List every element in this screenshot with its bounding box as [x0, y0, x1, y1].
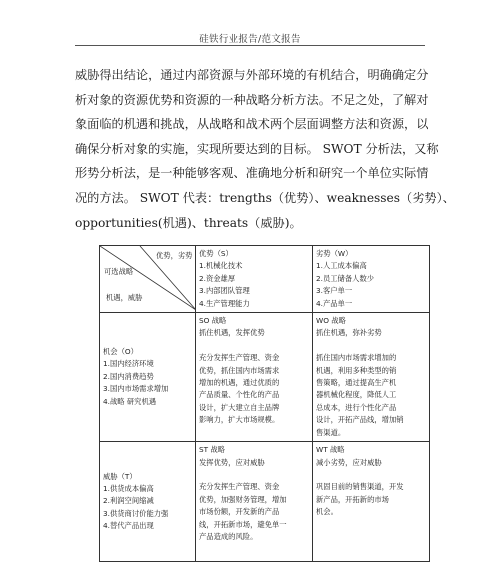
cell-text-line: 充分发挥生产管理、资金: [199, 482, 280, 492]
corner-label-strategy: 可选战略: [104, 267, 134, 276]
so-subtitle: 抓住机遇，发挥优势: [199, 328, 265, 338]
st-subtitle: 发挥优势，应对威胁: [199, 457, 265, 467]
page-header: 硅铁行业报告/范文报告: [199, 34, 301, 45]
list-item: 4.生产管理能力: [199, 298, 250, 308]
st-strategy-cell: [196, 442, 313, 562]
wt-subtitle: 减小劣势，应对威胁: [316, 457, 382, 467]
so-strategy-cell: [196, 313, 313, 442]
cell-text-line: 机遇，利用多种类型的销: [316, 365, 397, 375]
corner-label-ot: 机遇，威胁: [106, 293, 143, 302]
list-item: 2.国内消费趋势: [103, 371, 154, 381]
cell-text-line: 售渠道。: [316, 427, 346, 437]
corner-label-sw: 优势，劣势: [156, 251, 193, 260]
cell-text-line: 产品质量、个性化的产品: [199, 390, 280, 400]
list-item: 1.国内经济环境: [103, 359, 154, 369]
wo-title: WO 战略: [316, 316, 346, 326]
cell-text-line: 新产品，开拓新的市场: [316, 494, 389, 504]
list-item: 2.员工储备人数少: [316, 273, 375, 283]
swot-table: [99, 245, 430, 562]
paragraph-line: 析对象的资源优势和资源的一种战略分析方法。不足之处，了解对: [75, 92, 429, 107]
wo-subtitle: 抓住机遇，弥补劣势: [316, 328, 382, 338]
strengths-cell: [196, 246, 313, 313]
corner-cell: [100, 246, 196, 313]
paragraph-line: 威胁得出结论，通过内部资源与外部环境的有机结合，明确确定分: [75, 68, 429, 82]
paragraph-line: 确保分析对象的实施，实现所要达到的目标。 SWOT 分析法，又称: [75, 141, 439, 156]
cell-text-line: 机会。: [316, 507, 338, 517]
cell-text-line: 抓住国内市场需求增加的: [316, 353, 397, 363]
list-item: 3.客户单一: [316, 286, 353, 296]
cell-text-line: 市场份额，开发新的产品: [199, 507, 280, 517]
list-item: 1.供货成本偏高: [103, 483, 154, 493]
cell-text-line: 器机械化程度，降低人工: [316, 390, 397, 400]
wt-strategy-cell: [313, 442, 430, 562]
opportunities-title: 机会（O）: [103, 347, 138, 357]
cell-text-line: 巩固目前的销售渠道，开发: [316, 482, 404, 492]
list-item: 4.产品单一: [316, 298, 353, 308]
cell-text-line: 影响力，扩大市场规模。: [199, 415, 280, 425]
list-item: 3.内部团队管理: [199, 286, 250, 296]
list-item: 1.人工成本偏高: [316, 261, 367, 271]
st-title: ST 战略: [199, 445, 226, 455]
list-item: 4.替代产品出现: [103, 521, 154, 531]
wo-strategy-cell: [313, 313, 430, 442]
body-paragraph: [75, 63, 455, 235]
so-title: SO 战略: [199, 316, 227, 326]
header-divider: [75, 45, 425, 46]
list-item: 2.利润空间缩减: [103, 496, 154, 506]
list-item: 2.资金雄厚: [199, 273, 236, 283]
opportunities-cell: [100, 313, 196, 442]
paragraph-line: 况的方法。 SWOT 代表：trengths（优势）、weaknesses（劣势）、: [75, 190, 455, 205]
weaknesses-cell: [313, 246, 430, 313]
paragraph-line: 形势分析法，是一种能够客观、准确地分析和研究一个单位实际情: [75, 166, 429, 181]
cell-text-line: 设计，扩大建立自主品牌: [199, 402, 280, 412]
list-item: 3.国内市场需求增加: [103, 384, 169, 394]
cell-text-line: 优势，抓住国内市场需求: [199, 365, 280, 375]
strengths-title: 优势（S）: [199, 249, 233, 258]
cell-text-line: 充分发挥生产管理、资金: [199, 353, 280, 363]
threats-cell: [100, 442, 196, 562]
cell-text-line: 售策略，通过提高生产机: [316, 378, 397, 388]
list-item: 3.供货商讨价能力强: [103, 508, 169, 518]
wt-title: WT 战略: [316, 445, 345, 455]
cell-text-line: 设计，开拓产品线，增加销: [316, 415, 404, 425]
list-item: 4.战略 研究机遇: [103, 396, 157, 406]
cell-text-line: 总成本，进行个性化产品: [316, 402, 397, 412]
swot-table-figure: [99, 245, 429, 560]
list-item: 1.机械化技术: [199, 261, 243, 271]
cell-text-line: 产品造成的风险。: [199, 531, 258, 541]
cell-text-line: 增加的机遇，通过优质的: [199, 378, 280, 388]
weaknesses-title: 劣势（W）: [316, 249, 353, 258]
paragraph-line: 象面临的机遇和挑战，从战略和战术两个层面调整方法和资源，以: [75, 117, 429, 132]
cell-text-line: 线，开拓新市场，避免单一: [199, 519, 287, 529]
threats-title: 威胁（T）: [103, 471, 137, 481]
paragraph-line: opportunities(机遇)、threats（威胁)。: [75, 215, 302, 230]
cell-text-line: 优势，加强财务管理，增加: [199, 494, 287, 504]
